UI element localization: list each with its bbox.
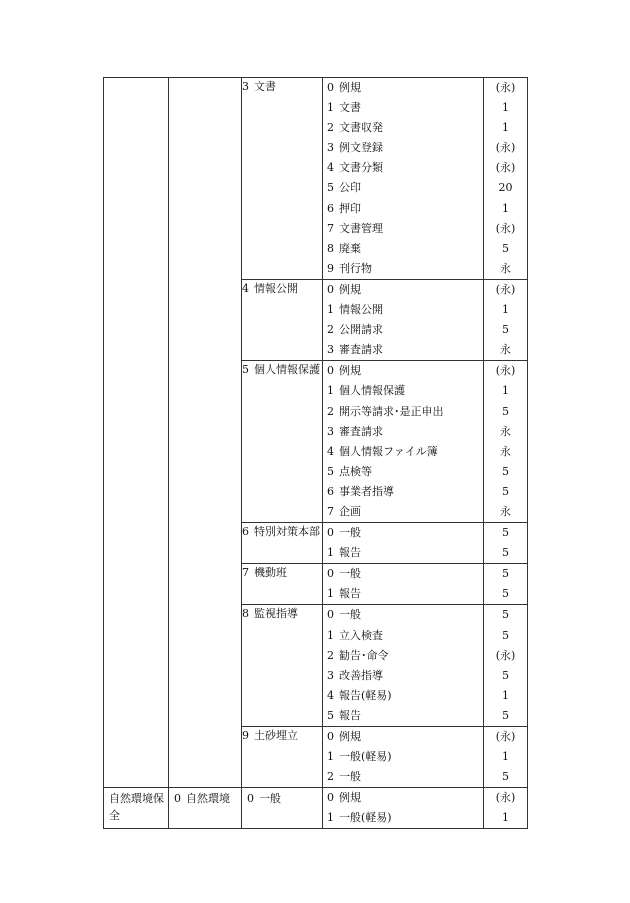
item-line [323,482,483,502]
item-line [323,767,483,787]
mid-category-cell [169,727,242,788]
item-number: 2 [327,404,334,418]
retention-cell [484,605,528,727]
retention-value: (永) [495,221,516,235]
item-line [323,808,483,828]
sub-category-number: 8 [242,607,249,621]
major-category-cell [104,564,169,605]
item-label: 報告(軽易) [339,688,392,702]
item-label: 文書収発 [339,121,383,135]
retention-cell [484,564,528,605]
sub-category-text: 特別対策本部 [254,525,320,539]
item-number: 0 [327,608,334,622]
sub-category-number: 3 [242,80,249,93]
item-line [323,402,483,422]
item-label: 文書 [339,101,361,115]
sub-category-label [242,78,322,95]
retention-value: (永) [495,648,516,662]
item-number: 1 [327,750,334,764]
item-number: 5 [327,464,334,478]
item-line [323,178,483,198]
item-label: 公印 [339,181,361,195]
retention-value: 永 [500,261,511,275]
group-row [104,605,528,727]
item-label: 廃棄 [339,241,361,255]
item-label: 例規 [339,791,361,805]
sub-category-label [242,727,322,744]
sub-category-cell [242,788,323,829]
item-line [323,280,483,300]
item-line [323,219,483,239]
retention-value: (永) [495,161,516,175]
item-number: 1 [327,303,334,317]
mid-category-cell [169,279,242,360]
item-label: 例規 [339,282,361,296]
item-label: 例規 [339,730,361,743]
item-label: 勧告･命令 [339,648,389,662]
sub-category-number: 6 [242,525,249,539]
item-label: 事業者指導 [339,484,394,498]
item-label: 審査請求 [339,424,383,438]
major-category-cell [104,78,169,280]
item-number: 5 [327,708,334,722]
item-number: 6 [327,201,334,215]
item-label: 一般 [339,567,361,581]
retention-value: 5 [502,484,509,498]
item-label: 刊行物 [339,261,372,275]
item-line [323,199,483,219]
retention-value: 1 [502,121,509,135]
item-number: 0 [327,526,334,540]
item-number: 0 [327,364,334,378]
group-row [104,564,528,605]
item-number: 1 [327,546,334,560]
item-number: 5 [327,181,334,195]
sub-category-cell [242,78,323,280]
item-label: 情報公開 [339,303,383,317]
retention-value: (永) [495,791,516,805]
item-line [323,340,483,360]
item-line [323,462,483,482]
retention-value: 1 [502,688,509,702]
group-row [104,727,528,788]
retention-cell [484,78,528,280]
major-category-cell [104,523,169,564]
mid-category-cell [169,523,242,564]
item-line [323,381,483,401]
item-line [323,158,483,178]
retention-value: 5 [502,628,509,642]
group-row [104,279,528,360]
mid-category-number: 0 [174,792,181,806]
retention-value: (永) [495,364,516,378]
item-cell [323,78,484,280]
item-number: 0 [327,730,334,743]
sub-category-label [242,564,322,581]
item-line [323,543,483,563]
item-line [323,98,483,118]
retention-value: 5 [502,404,509,418]
group-row [104,361,528,523]
item-number: 4 [327,688,334,702]
sub-category-cell [242,361,323,523]
retention-value: 永 [500,343,511,357]
retention-value: 5 [502,770,509,784]
item-label: 立入検査 [339,628,383,642]
item-label: 例規 [339,364,361,378]
sub-category-number: 5 [242,363,249,377]
mid-category-cell [169,788,242,829]
item-number: 3 [327,668,334,682]
retention-value: 1 [502,750,509,764]
item-label: 審査請求 [339,343,383,357]
retention-value: (永) [495,282,516,296]
item-line [323,300,483,320]
item-number: 9 [327,261,334,275]
item-line [323,626,483,646]
sub-category-label [242,523,322,540]
sub-category-number: 9 [242,729,249,742]
item-number: 7 [327,504,334,518]
sub-category-cell [242,523,323,564]
item-cell [323,727,484,788]
item-line [323,727,483,747]
item-number: 7 [327,221,334,235]
retention-value: 5 [502,464,509,478]
item-number: 4 [327,444,334,458]
sub-category-text: 個人情報保護 [254,363,320,377]
item-line [323,788,483,808]
item-label: 一般 [339,608,361,622]
item-number: 3 [327,141,334,155]
major-category-cell [104,279,169,360]
item-cell [323,788,484,829]
sub-category-label [242,361,322,378]
item-line [323,502,483,522]
mid-category-cell [169,564,242,605]
item-label: 押印 [339,201,361,215]
retention-value: 5 [502,567,509,581]
sub-category-label [242,605,322,622]
retention-cell [484,727,528,788]
item-number: 2 [327,323,334,337]
item-line [323,523,483,543]
retention-value: 永 [500,424,511,438]
mid-category-cell [169,78,242,280]
item-number: 3 [327,424,334,438]
item-number: 1 [327,587,334,601]
major-category-cell [104,605,169,727]
item-label: 点検等 [339,464,372,478]
item-number: 4 [327,161,334,175]
item-line [323,422,483,442]
item-label: 報告 [339,546,361,560]
item-line [323,320,483,340]
sub-category-number: 4 [242,281,249,295]
sub-category-label [242,788,322,807]
retention-value: (永) [495,730,516,743]
retention-value: 5 [502,708,509,722]
item-label: 個人情報保護 [339,384,405,398]
major-category-cell [104,788,169,829]
sub-category-cell [242,564,323,605]
item-label: 文書管理 [339,221,383,235]
item-number: 0 [327,282,334,296]
item-label: 報告 [339,708,361,722]
retention-value: 1 [502,811,509,825]
group-row [104,523,528,564]
retention-value: 1 [502,201,509,215]
mid-category-cell [169,361,242,523]
retention-cell [484,279,528,360]
item-line [323,564,483,584]
item-label: 企画 [339,504,361,518]
retention-cell [484,788,528,829]
item-number: 2 [327,121,334,135]
item-line [323,259,483,279]
retention-value: 永 [500,444,511,458]
item-number: 3 [327,343,334,357]
classification-table [103,77,528,829]
sub-category-number: 0 [247,792,254,806]
sub-category-text: 情報公開 [254,281,298,295]
item-number: 1 [327,101,334,115]
item-line [323,78,483,98]
item-number: 1 [327,628,334,642]
item-number: 8 [327,241,334,255]
item-label: 一般(軽易) [339,811,392,825]
item-line [323,747,483,767]
item-label: 個人情報ファイル簿 [339,444,438,458]
sub-category-text: 機動班 [254,566,287,580]
item-cell [323,605,484,727]
item-number: 1 [327,384,334,398]
item-label: 一般 [339,770,361,784]
retention-value: 1 [502,303,509,317]
item-label: 開示等請求･是正申出 [339,404,444,418]
item-line [323,138,483,158]
item-label: 一般(軽易) [339,750,392,764]
item-label: 文書分類 [339,161,383,175]
sub-category-cell [242,727,323,788]
sub-category-cell [242,605,323,727]
item-cell [323,361,484,523]
item-label: 改善指導 [339,668,383,682]
item-line [323,118,483,138]
item-number: 6 [327,484,334,498]
retention-value: (永) [495,141,516,155]
sub-category-number: 7 [242,566,249,580]
item-label: 公開請求 [339,323,383,337]
item-label: 例規 [339,81,361,94]
item-number: 0 [327,791,334,805]
major-category-cell [104,361,169,523]
retention-value: 1 [502,101,509,115]
item-line [323,442,483,462]
retention-value: 5 [502,323,509,337]
item-cell [323,564,484,605]
item-line [323,706,483,726]
mid-category-cell [169,605,242,727]
item-cell [323,523,484,564]
retention-value: 20 [498,181,513,195]
retention-value: 1 [502,384,509,398]
item-label: 例文登録 [339,141,383,155]
item-cell [323,279,484,360]
item-line [323,666,483,686]
item-number: 2 [327,648,334,662]
retention-value: 5 [502,608,509,622]
retention-value: 5 [502,241,509,255]
retention-cell [484,523,528,564]
sub-category-text: 土砂埋立 [254,729,298,742]
sub-category-cell [242,279,323,360]
item-number: 0 [327,567,334,581]
retention-cell [484,361,528,523]
major-category-cell [104,727,169,788]
mid-category-label [169,788,241,807]
sub-category-label [242,280,322,297]
retention-value: 永 [500,504,511,518]
item-line [323,686,483,706]
sub-category-text: 監視指導 [254,607,298,621]
major-category-label: 自然環境保全 [109,792,164,823]
sub-category-text: 一般 [259,792,281,806]
group-row [104,78,528,280]
retention-value: 5 [502,587,509,601]
item-line [323,605,483,625]
sub-category-text: 文書 [254,80,276,93]
item-line [323,646,483,666]
item-label: 報告 [339,587,361,601]
item-number: 0 [327,81,334,94]
item-number: 2 [327,770,334,784]
item-line [323,361,483,381]
item-line [323,584,483,604]
item-line [323,239,483,259]
item-number: 1 [327,811,334,825]
mid-category-text: 自然環境 [186,792,230,806]
retention-value: 5 [502,668,509,682]
retention-value: 5 [502,526,509,540]
retention-value: 5 [502,546,509,560]
retention-value: (永) [495,81,516,94]
item-label: 一般 [339,526,361,540]
group-row [104,788,528,829]
